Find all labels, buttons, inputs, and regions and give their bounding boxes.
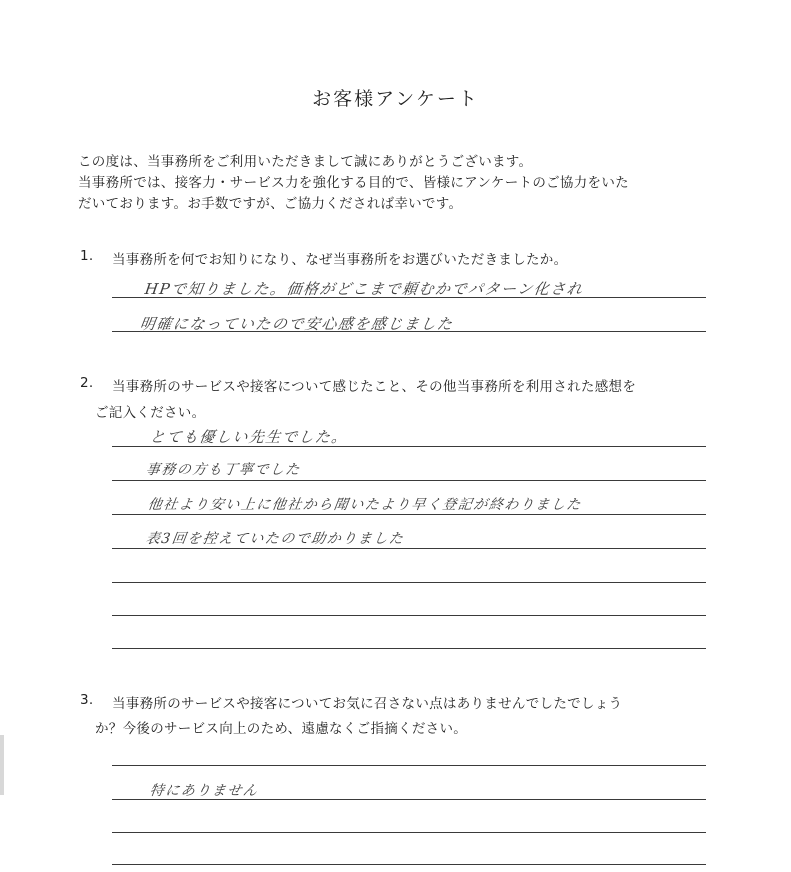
question-1-number: 1.	[80, 248, 94, 264]
answer-3-rule-1	[112, 765, 706, 766]
question-3-text-line-1: 当事務所のサービスや接客についてお気に召さない点はありませんでしたでしょう	[112, 696, 623, 712]
answer-3-rule-3	[112, 832, 706, 833]
answer-2-rule-1	[112, 446, 706, 447]
question-2-number: 2.	[80, 375, 94, 391]
answer-2-rule-7	[112, 648, 706, 649]
answer-3-line-2: 特にありません	[148, 783, 260, 799]
answer-2-rule-5	[112, 582, 706, 583]
scan-edge-shadow	[0, 735, 4, 795]
question-3-text-line-2: か？今後のサービス向上のため、遠慮なくご指摘ください。	[95, 721, 468, 737]
answer-2-rule-3	[112, 514, 706, 515]
answer-2-line-1: とても優しい先生でした。	[148, 428, 350, 446]
answer-1-line-1: HPで知りました。価格がどこまで頼むかでパターン化され	[143, 280, 585, 298]
survey-title: お客様アンケート	[312, 88, 479, 110]
answer-1-line-2: 明確になっていたので安心感を感じました	[138, 315, 455, 333]
question-2-text-line-2: ご記入ください。	[95, 405, 206, 421]
question-3-number: 3.	[80, 692, 94, 708]
intro-line-1: この度は、当事務所をご利用いただきまして誠にありがとうございます。	[78, 154, 533, 170]
answer-1-rule-2	[112, 331, 706, 332]
answer-2-rule-4	[112, 548, 706, 549]
question-1-text: 当事務所を何でお知りになり、なぜ当事務所をお選びいただきましたか。	[112, 252, 568, 268]
intro-line-2: 当事務所では、接客力・サービス力を強化する目的で、皆様にアンケートのご協力をいた	[78, 175, 629, 191]
answer-2-rule-6	[112, 615, 706, 616]
answer-3-rule-2	[112, 799, 706, 800]
answer-3-rule-4	[112, 864, 706, 865]
answer-2-rule-2	[112, 480, 706, 481]
question-2-text-line-1: 当事務所のサービスや接客について感じたこと、その他当事務所を利用された感想を	[112, 379, 637, 395]
answer-2-line-4: 表3回を控えていたので助かりました	[144, 531, 406, 547]
intro-line-3: だいております。お手数ですが、ご協力くだされば幸いです。	[78, 196, 463, 212]
answer-2-line-3: 他社より安い上に他社から聞いたより早く登記が終わりました	[146, 497, 583, 513]
answer-1-rule-1	[112, 297, 706, 298]
answer-2-line-2: 事務の方も丁寧でした	[144, 462, 302, 478]
